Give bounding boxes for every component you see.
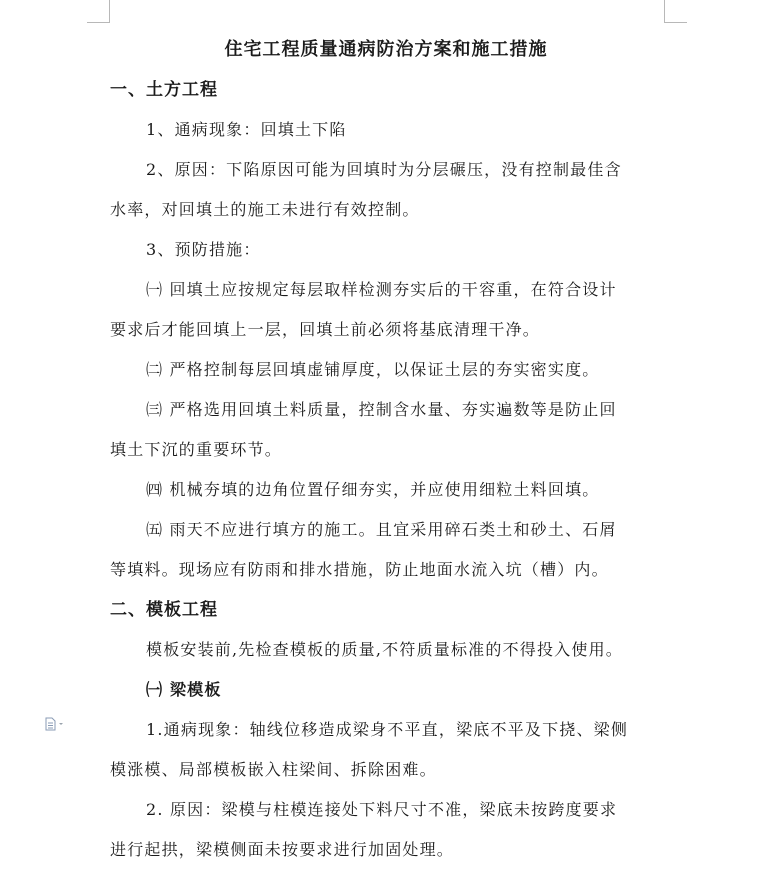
paragraph-line: 要求后才能回填上一层，回填土前必须将基底清理干净。 [110, 320, 541, 339]
document-title: 住宅工程质量通病防治方案和施工措施 [224, 39, 548, 60]
paragraph-line: 等填料。现场应有防雨和排水措施，防止地面水流入坑（槽）内。 [110, 560, 609, 579]
paragraph-line: 进行起拱，梁模侧面未按要求进行加固处理。 [110, 840, 455, 859]
paragraph-line: ㈠ 梁模板 [146, 680, 222, 699]
page-corner-mark-top-left [87, 0, 110, 23]
paragraph-line: 3、预防措施： [146, 240, 261, 259]
paragraph-line: 模板安装前,先检查模板的质量,不符质量标准的不得投入使用。 [146, 640, 623, 659]
section-heading: 二、模板工程 [110, 600, 218, 620]
paragraph-line: 1.通病现象：轴线位移造成梁身不平直，梁底不平及下挠、梁侧 [146, 720, 629, 739]
paragraph-line: ㈢ 严格选用回填土料质量，控制含水量、夯实遍数等是防止回 [146, 400, 617, 419]
paragraph-line: 2. 原因：梁模与柱模连接处下料尺寸不准，梁底未按跨度要求 [146, 800, 618, 819]
paragraph-line: ㈠ 回填土应按规定每层取样检测夯实后的干容重，在符合设计 [146, 280, 617, 299]
document-page [110, 30, 662, 870]
paragraph-line: 水率，对回填土的施工未进行有效控制。 [110, 200, 420, 219]
paragraph-line: 2、原因：下陷原因可能为回填时为分层碾压，没有控制最佳含 [146, 160, 622, 179]
section-heading: 一、土方工程 [110, 80, 218, 100]
document-options-icon[interactable] [44, 716, 66, 730]
paragraph-line: 填土下沉的重要环节。 [110, 440, 283, 459]
paragraph-line: 模涨模、局部模板嵌入柱梁间、拆除困难。 [110, 760, 437, 779]
document-body [110, 70, 662, 870]
page-corner-mark-top-right [664, 0, 687, 23]
paragraph-line: ㈣ 机械夯填的边角位置仔细夯实，并应使用细粒土料回填。 [146, 480, 600, 499]
paragraph-line: ㈤ 雨天不应进行填方的施工。且宜采用碎石类土和砂土、石屑 [146, 520, 617, 539]
paragraph-line: ㈡ 严格控制每层回填虚铺厚度，以保证土层的夯实密实度。 [146, 360, 600, 379]
paragraph-line: 1、通病现象：回填土下陷 [146, 120, 347, 139]
